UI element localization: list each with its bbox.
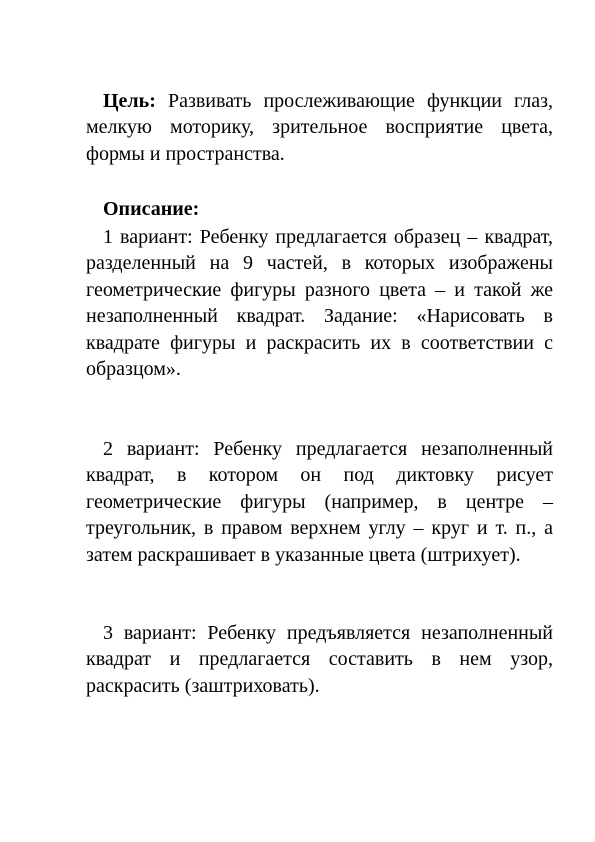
goal-text: Развивать прослеживающие функции глаз, мелкую моторику, зрительное восприятие цвета, формы и пространства. [86,90,553,165]
goal-label: Цель: [103,90,156,112]
variant-2-paragraph: 2 вариант: Ребенку предлагается незаполненный квадрат, в котором он под диктовку рисует геометрические фигуры (например, в центре – треугольник, в правом верхнем углу – круг и т. п., а затем раскрашивает в указанные цвета (штрихует). [86,438,553,566]
goal-paragraph [86,88,553,167]
variant-3-paragraph: 3 вариант: Ребенку предъявляется незаполненный квадрат и предлагается составить в нем узор, раскрасить (заштриховать). [86,622,553,697]
variant-1-paragraph: 1 вариант: Ребенку предлагается образец – квадрат, разделенный на 9 частей, в которых изображены геометрические фигуры разного цвета – и такой же незаполненный квадрат. Задание: «Нарисовать в квадрате фигуры и раскрасить их в соответствии с образцом». [86,226,553,381]
description-heading: Описание: [103,198,200,220]
